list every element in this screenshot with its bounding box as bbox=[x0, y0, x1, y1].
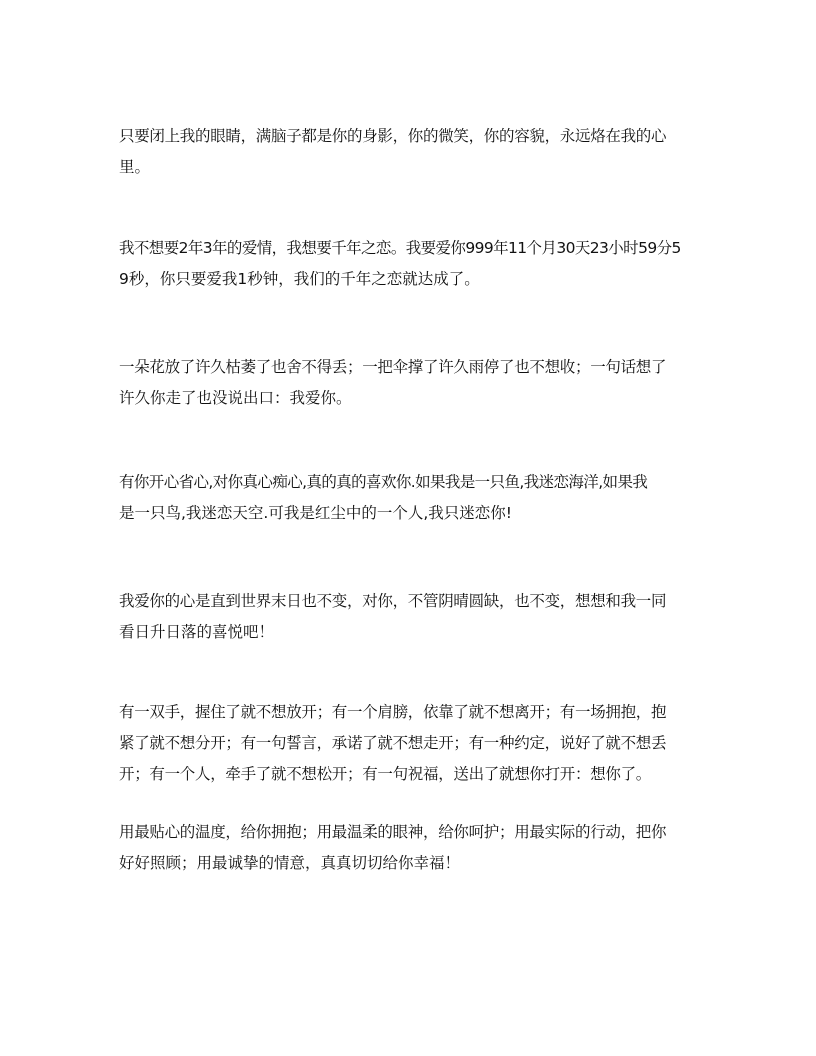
paragraph-line: 里。 bbox=[119, 158, 151, 176]
paragraph-line: 我不想要2年3年的爱情，我想要千年之恋。我要爱你999年11个月30天23小时59分5 bbox=[119, 239, 681, 257]
paragraph-line: 9秒，你只要爱我1秒钟，我们的千年之恋就达成了。 bbox=[119, 270, 480, 288]
paragraph-3 bbox=[119, 352, 699, 414]
paragraph-7 bbox=[119, 817, 699, 879]
paragraph-line: 只要闭上我的眼睛，满脑子都是你的身影，你的微笑，你的容貌，永远烙在我的心 bbox=[119, 127, 667, 145]
paragraph-5 bbox=[119, 586, 699, 648]
paragraph-line: 许久你走了也没说出口：我爱你。 bbox=[119, 389, 352, 407]
paragraph-line: 开；有一个人，牵手了就不想松开；有一句祝福，送出了就想你打开：想你了。 bbox=[119, 765, 652, 783]
paragraph-line: 是一只鸟,我迷恋天空.可我是红尘中的一个人,我只迷恋你! bbox=[119, 504, 512, 522]
paragraph-1 bbox=[119, 121, 699, 183]
paragraph-line: 用最贴心的温度，给你拥抱；用最温柔的眼神，给你呵护；用最实际的行动，把你 bbox=[119, 823, 667, 841]
paragraph-line: 紧了就不想分开；有一句誓言，承诺了就不想走开；有一种约定，说好了就不想丢 bbox=[119, 734, 667, 752]
paragraph-6 bbox=[119, 697, 699, 790]
paragraph-line: 看日升日落的喜悦吧！ bbox=[119, 623, 275, 641]
paragraph-line: 一朵花放了许久枯萎了也舍不得丢；一把伞撑了许久雨停了也不想收；一句话想了 bbox=[119, 358, 667, 376]
paragraph-2 bbox=[119, 233, 699, 295]
paragraph-line: 好好照顾；用最诚挚的情意，真真切切给你幸福！ bbox=[119, 854, 461, 872]
paragraph-4 bbox=[119, 467, 699, 529]
paragraph-line: 有你开心省心,对你真心痴心,真的真的喜欢你.如果我是一只鱼,我迷恋海洋,如果我 bbox=[119, 473, 648, 491]
paragraph-line: 有一双手，握住了就不想放开；有一个肩膀，依靠了就不想离开；有一场拥抱，抱 bbox=[119, 703, 667, 721]
paragraph-line: 我爱你的心是直到世界末日也不变，对你，不管阴晴圆缺，也不变，想想和我一同 bbox=[119, 592, 667, 610]
